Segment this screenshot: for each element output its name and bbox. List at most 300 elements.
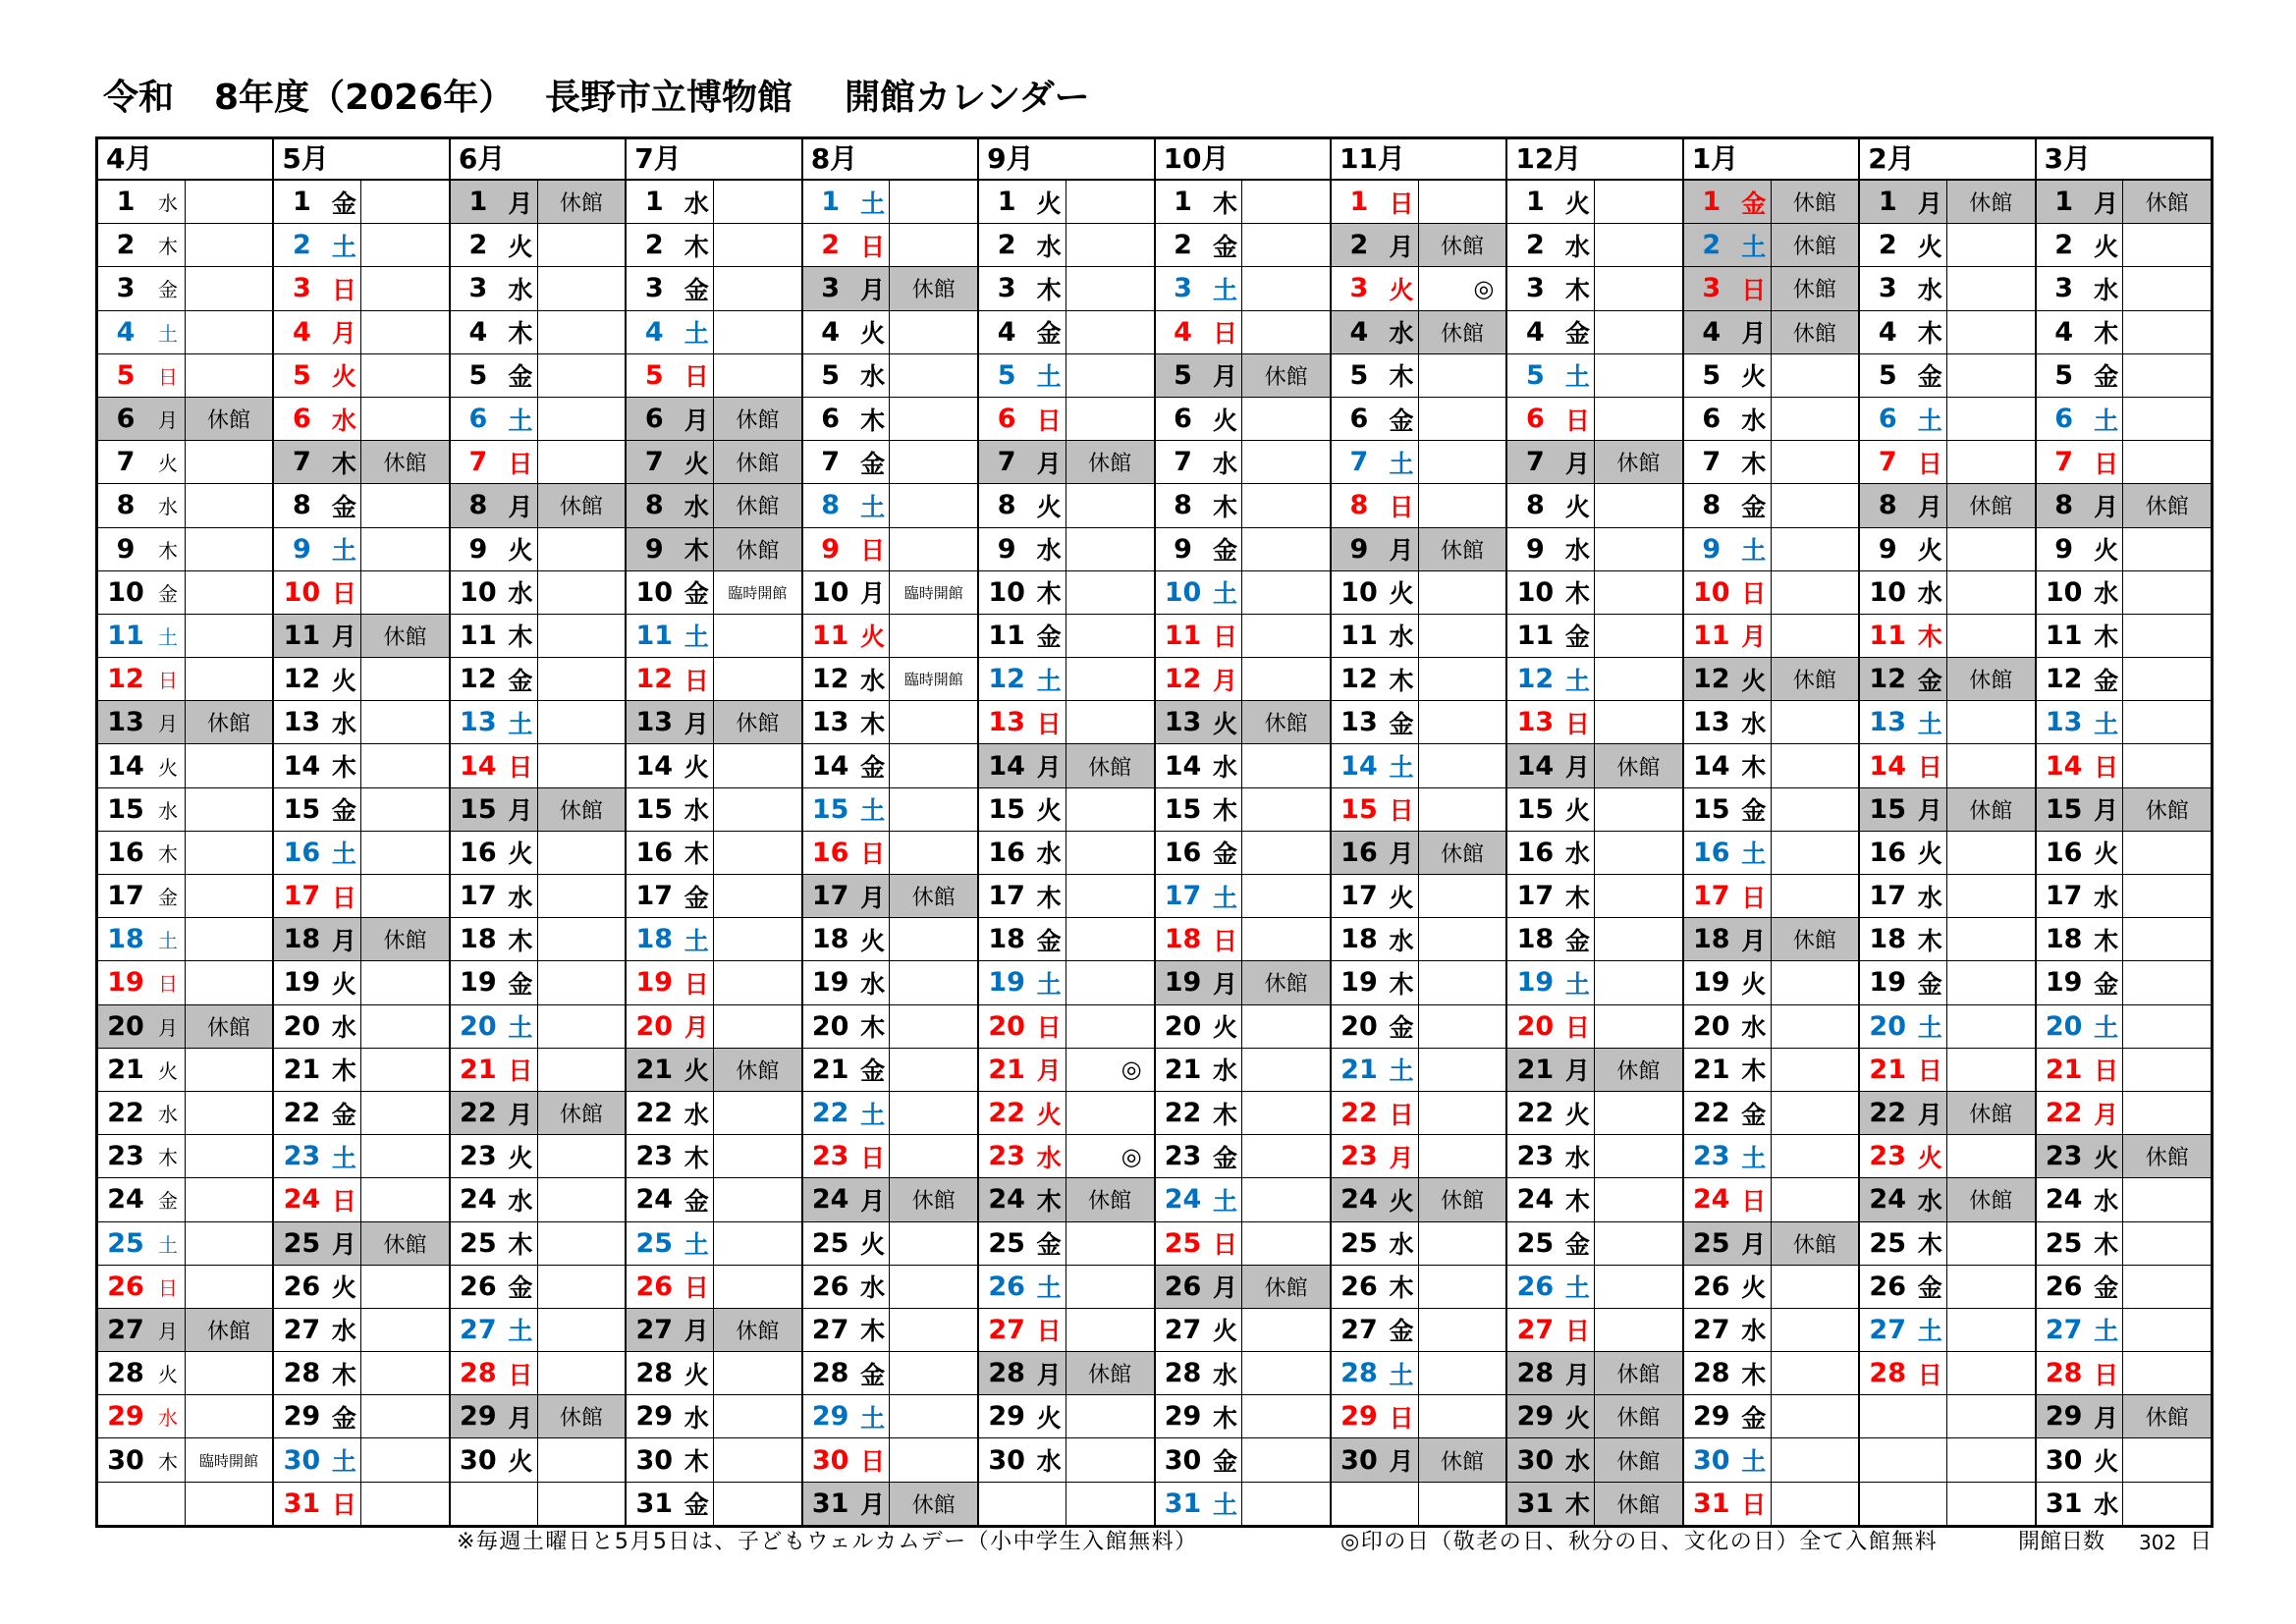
note-cell [1595, 267, 1682, 309]
date-cell [1684, 744, 1772, 786]
weekday: 金 [860, 1360, 886, 1389]
date-cell [2037, 1005, 2124, 1048]
date-cell [627, 1135, 714, 1177]
weekday: 月 [331, 623, 356, 652]
date-cell [1684, 1438, 1772, 1481]
day-row [2037, 484, 2211, 527]
day-number: 2 [1878, 230, 1897, 261]
weekday: 水 [860, 362, 886, 392]
note-cell [538, 658, 626, 700]
note-cell [186, 1005, 273, 1048]
empty-row [98, 1483, 272, 1525]
note-cell [1947, 1049, 2035, 1091]
note-cell [714, 658, 801, 700]
weekday: 水 [683, 492, 709, 521]
date-cell [2037, 918, 2124, 960]
day-number: 8 [997, 490, 1016, 521]
date-cell [1507, 1309, 1595, 1351]
weekday: 火 [1213, 1013, 1238, 1043]
day-row [1684, 1135, 1858, 1178]
date-cell [803, 181, 891, 223]
weekday: 金 [683, 275, 709, 304]
day-row [274, 1005, 448, 1049]
day-number: 11 [635, 620, 674, 651]
date-cell [627, 354, 714, 397]
day-row [979, 528, 1153, 571]
day-number: 29 [460, 1401, 497, 1433]
weekday: 水 [331, 1317, 356, 1346]
date-cell [1860, 267, 1947, 309]
weekday: 水 [1741, 406, 1767, 435]
day-row [627, 528, 800, 571]
day-row [1860, 1092, 2034, 1135]
day-row [274, 615, 448, 658]
weekday: 水 [1213, 449, 1238, 478]
note-cell [361, 1049, 449, 1091]
date-cell [803, 1266, 891, 1308]
weekday: 金 [1741, 492, 1767, 521]
date-cell [274, 961, 361, 1003]
weekday: 金 [1741, 1100, 1767, 1129]
weekday: 火 [1036, 1403, 1062, 1433]
weekday: 火 [1741, 1273, 1767, 1303]
date-cell [1507, 484, 1595, 526]
note-cell [890, 398, 977, 440]
date-cell [1860, 398, 1947, 440]
day-row [1156, 1135, 1330, 1178]
note-cell [1947, 528, 2035, 570]
note-cell [1242, 1266, 1330, 1308]
note-cell [714, 1395, 801, 1437]
date-cell [1684, 441, 1772, 483]
day-row [979, 918, 1153, 961]
day-number: 20 [107, 1010, 144, 1042]
date-cell [1156, 658, 1243, 700]
date-cell [1507, 441, 1595, 483]
note-cell [1242, 1309, 1330, 1351]
note-cell [1772, 441, 1859, 483]
weekday: 土 [331, 536, 356, 566]
note-cell [1242, 1395, 1330, 1437]
day-row [274, 311, 448, 354]
weekday: 木 [1917, 319, 1942, 349]
weekday: 月 [2094, 796, 2119, 826]
date-cell [98, 1222, 186, 1265]
day-number: 16 [1340, 837, 1378, 868]
date-cell [274, 311, 361, 353]
closed-label: 休館 [1616, 1492, 1661, 1518]
day-number: 17 [1516, 881, 1555, 912]
date-cell [2037, 788, 2124, 831]
day-number: 9 [821, 533, 841, 565]
day-row [1507, 1092, 1681, 1135]
date-cell [1860, 1438, 1947, 1481]
date-cell [2037, 1266, 2124, 1308]
day-row [1860, 484, 2034, 527]
date-cell [803, 1049, 891, 1091]
day-number: 12 [1869, 664, 1906, 695]
date-cell [1684, 658, 1772, 700]
weekday: 木 [1741, 1056, 1767, 1086]
note-cell [2123, 1483, 2211, 1525]
note-cell [890, 354, 977, 397]
empty-row [1860, 1438, 2034, 1482]
day-number: 12 [811, 664, 849, 695]
day-number: 6 [1702, 404, 1722, 435]
day-row [1860, 528, 2034, 571]
day-number: 10 [811, 576, 849, 608]
day-row [1156, 701, 1330, 744]
note-cell [538, 181, 626, 223]
day-row [803, 918, 977, 961]
day-number: 17 [1869, 881, 1906, 912]
date-cell [627, 701, 714, 743]
month-header: 5月 [274, 139, 448, 181]
date-cell [2037, 961, 2124, 1003]
day-row [1332, 311, 1505, 354]
date-cell [98, 701, 186, 743]
weekday: 月 [508, 1100, 533, 1129]
day-number: 25 [635, 1227, 674, 1259]
date-cell [98, 1352, 186, 1394]
day-number: 3 [293, 273, 311, 304]
day-number: 22 [107, 1098, 144, 1129]
date-cell [979, 1352, 1066, 1394]
note-cell [1772, 484, 1859, 526]
date-cell [1860, 788, 1947, 831]
date-cell [979, 181, 1066, 223]
closed-label: 休館 [1441, 321, 1485, 347]
day-row [979, 1309, 1153, 1352]
day-number: 4 [1349, 316, 1369, 348]
date-cell [274, 398, 361, 440]
date-cell [1860, 1049, 1947, 1091]
day-number: 15 [811, 793, 849, 825]
day-number: 30 [1164, 1444, 1202, 1476]
note-cell [2123, 961, 2211, 1003]
day-number: 17 [107, 881, 144, 912]
weekday: 土 [1213, 1186, 1238, 1216]
weekday: 木 [1917, 926, 1942, 955]
weekday: 土 [1564, 362, 1590, 392]
date-cell [274, 1266, 361, 1308]
day-number: 11 [1693, 620, 1730, 651]
date-cell [1507, 1483, 1595, 1525]
weekday: 火 [1036, 796, 1062, 826]
weekday: 月 [860, 579, 886, 609]
note-cell [538, 1438, 626, 1481]
date-cell [451, 1395, 538, 1437]
weekday: 日 [2094, 1056, 2119, 1086]
note-cell [1772, 1178, 1859, 1220]
day-number: 28 [283, 1358, 321, 1389]
weekday: 水 [158, 495, 178, 519]
day-row [1507, 484, 1681, 527]
day-number: 3 [1174, 273, 1192, 304]
date-cell [1684, 571, 1772, 614]
weekday: 土 [1917, 1013, 1942, 1043]
date-cell [274, 1092, 361, 1134]
note-cell [1066, 311, 1154, 353]
weekday: 火 [1564, 796, 1590, 826]
day-number: 10 [635, 576, 674, 608]
day-number: 27 [283, 1314, 321, 1345]
date-cell [274, 267, 361, 309]
day-number: 21 [1340, 1054, 1378, 1085]
day-number: 6 [644, 404, 664, 435]
date-cell [1860, 1352, 1947, 1394]
note-cell [1947, 354, 2035, 397]
weekday: 土 [158, 929, 178, 953]
weekday: 日 [1917, 449, 1942, 478]
day-row [1156, 1483, 1330, 1525]
day-number: 19 [635, 967, 674, 999]
weekday: 土 [860, 189, 886, 218]
note-cell [714, 224, 801, 266]
date-cell [98, 571, 186, 614]
day-number: 27 [635, 1314, 674, 1345]
note-cell [1242, 311, 1330, 353]
note-cell [361, 788, 449, 831]
date-cell [98, 744, 186, 786]
day-number: 8 [1702, 490, 1722, 521]
note-cell [1947, 875, 2035, 917]
weekday: 日 [158, 669, 178, 693]
day-row [627, 1266, 800, 1309]
date-cell [1332, 571, 1419, 614]
day-row [1156, 1092, 1330, 1135]
date-cell [979, 1438, 1066, 1481]
day-row [1156, 181, 1330, 224]
date-cell [98, 1178, 186, 1220]
day-number: 27 [460, 1314, 497, 1345]
date-cell [1684, 1049, 1772, 1091]
day-row [1684, 1222, 1858, 1266]
date-cell [1332, 441, 1419, 483]
note-cell [1947, 1352, 2035, 1394]
weekday: 日 [1917, 753, 1942, 783]
date-cell [274, 571, 361, 614]
date-cell [803, 571, 891, 614]
weekday: 土 [1741, 839, 1767, 869]
day-number: 17 [635, 881, 674, 912]
day-row [627, 832, 800, 875]
date-cell [803, 1483, 891, 1525]
weekday: 木 [158, 1146, 178, 1170]
date-cell [979, 441, 1066, 483]
date-cell [274, 788, 361, 831]
note-cell [1242, 224, 1330, 266]
date-cell [451, 441, 538, 483]
weekday: 木 [2094, 1230, 2119, 1260]
day-number: 30 [1693, 1444, 1730, 1476]
date-cell [1684, 918, 1772, 960]
empty-row [979, 1483, 1153, 1525]
weekday: 日 [508, 449, 533, 478]
day-number: 7 [293, 447, 311, 478]
day-number: 20 [1164, 1010, 1202, 1042]
closed-label: 休館 [1088, 1189, 1132, 1215]
day-row [274, 1395, 448, 1438]
weekday: 土 [508, 1317, 533, 1346]
day-number: 11 [811, 620, 849, 651]
weekday: 木 [1389, 666, 1414, 695]
day-number: 29 [2045, 1401, 2083, 1433]
note-cell [2123, 1178, 2211, 1220]
note-cell [1419, 615, 1506, 657]
day-row [1684, 701, 1858, 744]
date-cell [1684, 1309, 1772, 1351]
note-cell [1242, 528, 1330, 570]
date-cell [2037, 1483, 2124, 1525]
note-cell [714, 1005, 801, 1048]
weekday: 火 [2094, 536, 2119, 566]
day-row [1860, 181, 2034, 224]
day-number: 20 [283, 1010, 321, 1042]
note-cell [1595, 1092, 1682, 1134]
day-row [627, 1092, 800, 1135]
note-cell [1595, 875, 1682, 917]
day-row [451, 528, 625, 571]
note-cell [714, 961, 801, 1003]
date-cell [451, 1438, 538, 1481]
note-cell [1419, 311, 1506, 353]
day-number: 3 [2054, 273, 2074, 304]
day-number: 6 [1174, 404, 1192, 435]
day-row [979, 1178, 1153, 1221]
weekday: 水 [1564, 839, 1590, 869]
date-cell [1860, 484, 1947, 526]
date-cell [274, 181, 361, 223]
date-cell [979, 701, 1066, 743]
day-row [1860, 918, 2034, 961]
day-row [1332, 1135, 1505, 1178]
note-cell [361, 1309, 449, 1351]
day-number: 3 [116, 273, 136, 304]
date-cell [1332, 875, 1419, 917]
welcome-day-note: ※毎週土曜日と5月5日は、子どもウェルカムデー（小中学生入館無料） [457, 1530, 1198, 1554]
date-cell [451, 1266, 538, 1308]
day-number: 23 [460, 1141, 497, 1172]
day-row [451, 918, 625, 961]
day-row [274, 224, 448, 267]
weekday: 水 [860, 666, 886, 695]
note-cell [890, 701, 977, 743]
day-number: 15 [1869, 793, 1906, 825]
weekday: 土 [860, 1100, 886, 1129]
weekday: 火 [1389, 1186, 1414, 1216]
day-row [98, 1222, 272, 1266]
closed-label: 休館 [559, 191, 603, 217]
weekday: 水 [683, 1100, 709, 1129]
weekday: 木 [683, 839, 709, 869]
weekday: 火 [331, 969, 356, 999]
note-cell [1595, 788, 1682, 831]
day-number: 22 [1693, 1098, 1730, 1129]
weekday: 金 [1389, 709, 1414, 738]
day-number: 3 [821, 273, 841, 304]
date-cell [1860, 1483, 1947, 1525]
note-cell [361, 1005, 449, 1048]
day-number: 3 [1878, 273, 1897, 304]
month-column [274, 139, 450, 1525]
day-number: 9 [1525, 533, 1545, 565]
day-row [979, 354, 1153, 398]
day-number: 5 [644, 359, 664, 391]
day-number: 7 [116, 447, 136, 478]
day-number: 5 [1349, 359, 1369, 391]
weekday: 土 [1036, 1273, 1062, 1303]
day-row [627, 1222, 800, 1266]
note-cell [361, 615, 449, 657]
date-cell [2037, 701, 2124, 743]
note-cell [538, 1049, 626, 1091]
day-number: 10 [1869, 576, 1906, 608]
day-row [803, 1395, 977, 1438]
day-row [1507, 571, 1681, 615]
date-cell [803, 267, 891, 309]
note-cell [1772, 832, 1859, 874]
date-cell [274, 1395, 361, 1437]
day-number: 17 [2045, 881, 2083, 912]
day-number: 8 [1174, 490, 1192, 521]
day-row [1156, 744, 1330, 787]
date-cell [2037, 744, 2124, 786]
date-cell [1860, 658, 1947, 700]
date-cell [627, 181, 714, 223]
day-row [1684, 875, 1858, 918]
day-number: 24 [460, 1184, 497, 1216]
date-cell [1860, 528, 1947, 570]
note-cell [714, 1352, 801, 1394]
date-cell [451, 181, 538, 223]
closed-label: 休館 [1792, 235, 1836, 260]
note-cell [1947, 918, 2035, 960]
weekday: 月 [1741, 926, 1767, 955]
day-number: 14 [1693, 750, 1730, 782]
day-row [2037, 701, 2211, 744]
date-cell [1332, 1178, 1419, 1220]
date-cell [979, 224, 1066, 266]
note-cell [361, 441, 449, 483]
closed-label: 休館 [207, 712, 251, 737]
note-cell [1242, 832, 1330, 874]
day-row [274, 267, 448, 310]
day-number: 30 [1340, 1444, 1378, 1476]
weekday: 日 [331, 275, 356, 304]
weekday: 木 [1917, 1230, 1942, 1260]
date-cell [1507, 1005, 1595, 1048]
day-row [98, 571, 272, 615]
date-cell [803, 441, 891, 483]
day-row [803, 1266, 977, 1309]
day-number: 11 [1164, 620, 1202, 651]
weekday: 月 [508, 189, 533, 218]
note-cell [186, 1395, 273, 1437]
closed-label: 休館 [1969, 1189, 2013, 1215]
weekday: 火 [860, 623, 886, 652]
day-row [627, 267, 800, 310]
day-row [274, 1092, 448, 1135]
weekday: 月 [158, 1015, 178, 1040]
note-cell [1242, 398, 1330, 440]
note-cell [1772, 1352, 1859, 1394]
day-row [1332, 528, 1505, 571]
note-cell [361, 528, 449, 570]
closed-label: 休館 [736, 452, 780, 477]
note-cell [1947, 1309, 2035, 1351]
day-row [627, 484, 800, 527]
